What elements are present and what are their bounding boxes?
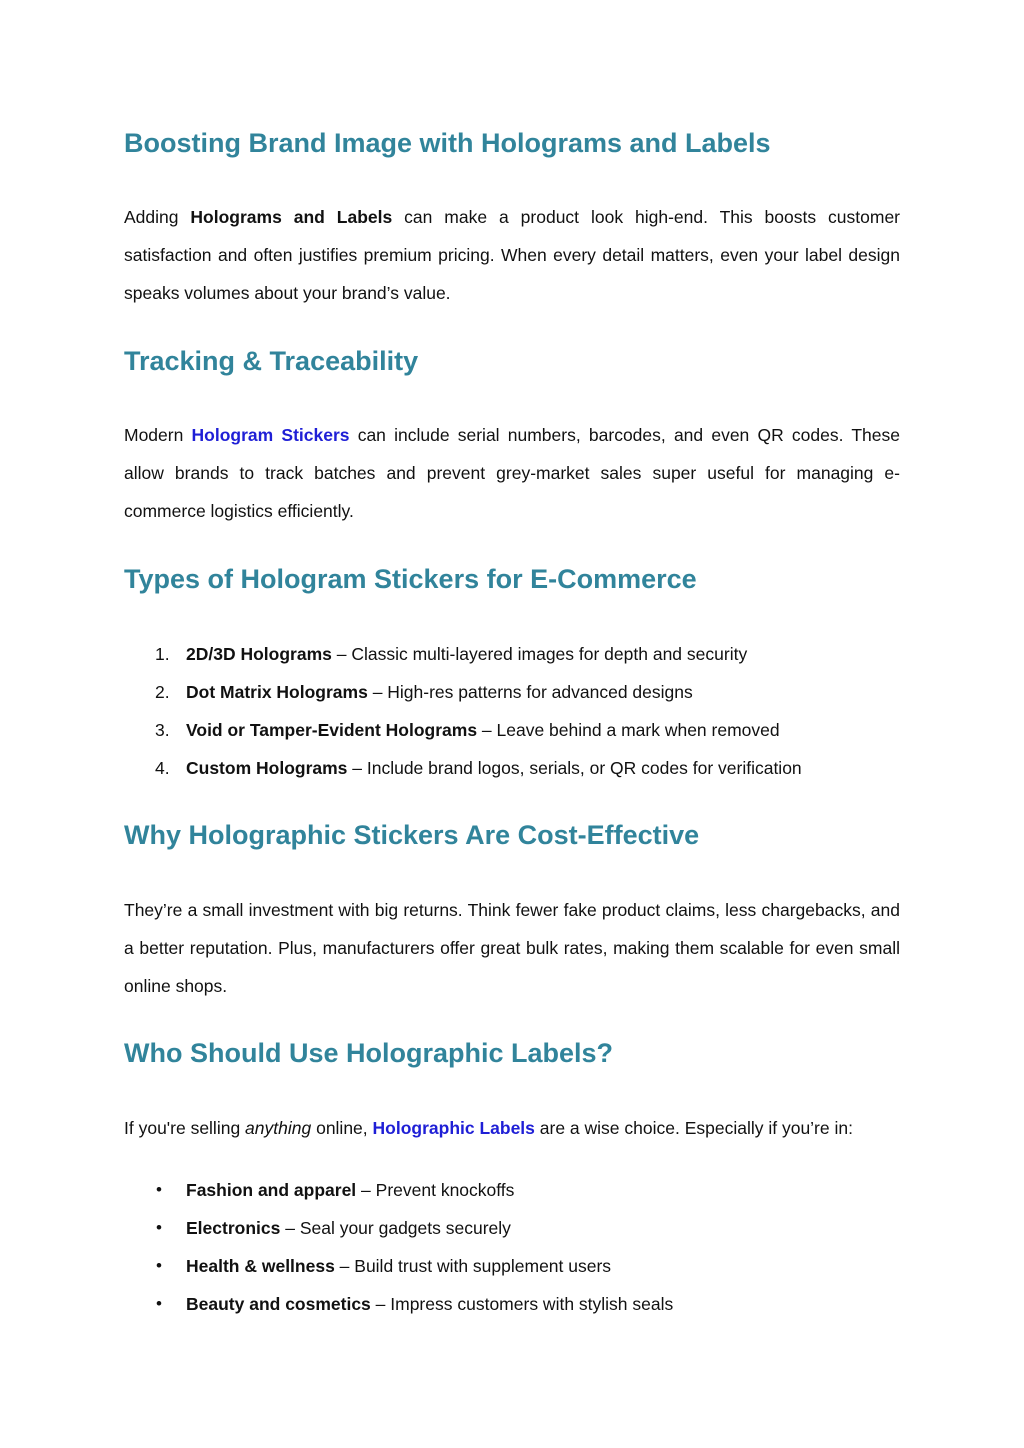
- list-item: [124, 635, 802, 673]
- list-desc: – Classic multi-layered images for depth and security: [331, 644, 748, 664]
- heading-cost-effective: Why Holographic Stickers Are Cost-Effective: [124, 820, 700, 850]
- list-term: 2D/3D Holograms: [186, 644, 332, 664]
- holographic-labels-link[interactable]: Holographic Labels: [372, 1118, 535, 1138]
- list-desc: – Include brand logos, serials, or QR codes for verification: [347, 758, 802, 778]
- heading-types: Types of Hologram Stickers for E-Commerce: [124, 564, 697, 594]
- list-term: Beauty and cosmetics: [186, 1294, 371, 1314]
- bullet-icon: •: [156, 1256, 162, 1275]
- who-text-pre: If you're selling: [124, 1118, 246, 1138]
- list-desc: – Prevent knockoffs: [356, 1180, 515, 1200]
- list-item: [124, 673, 802, 711]
- list-item: [124, 1171, 673, 1209]
- list-number: 3.: [155, 720, 170, 740]
- brand-text-pre: Adding: [124, 207, 191, 227]
- list-item: [124, 1209, 673, 1247]
- hologram-stickers-link[interactable]: Hologram Stickers: [191, 425, 350, 445]
- paragraph-tracking: [124, 416, 900, 530]
- paragraph-cost-effective: They’re a small investment with big returns. Think fewer fake product claims, less chargebacks, and a better reputation. Plus, manufacturers offer great bulk rates, making them scalable for even small online shops.: [124, 900, 900, 996]
- who-text-post: are a wise choice. Especially if you’re in:: [534, 1118, 853, 1138]
- heading-who-should-use: Who Should Use Holographic Labels?: [124, 1038, 614, 1068]
- brand-bold-term: Holograms and Labels: [190, 207, 393, 227]
- list-desc: – Leave behind a mark when removed: [477, 720, 780, 740]
- list-desc: – Build trust with supplement users: [334, 1256, 612, 1276]
- heading-brand-image: Boosting Brand Image with Holograms and Labels: [124, 128, 771, 158]
- who-text-mid: online,: [311, 1118, 373, 1138]
- list-term: Fashion and apparel: [186, 1180, 357, 1200]
- heading-tracking: Tracking & Traceability: [124, 346, 419, 376]
- list-term: Void or Tamper-Evident Holograms: [186, 720, 478, 740]
- bullet-icon: •: [156, 1218, 162, 1237]
- list-number: 4.: [155, 758, 170, 778]
- tracking-text-post: can include serial numbers, barcodes, and even QR codes. These allow brands to track batches and prevent grey-market sales super useful for managing e-commerce logistics efficiently.: [124, 425, 900, 521]
- list-desc: – High-res patterns for advanced designs: [367, 682, 693, 702]
- list-term: Electronics: [186, 1218, 281, 1238]
- who-italic-word: anything: [245, 1118, 312, 1138]
- list-item: [124, 1285, 673, 1323]
- who-list: [124, 1171, 673, 1323]
- bullet-icon: •: [156, 1180, 162, 1199]
- list-item: [124, 749, 802, 787]
- paragraph-brand-image: [124, 198, 900, 312]
- list-item: [124, 1247, 673, 1285]
- brand-text-post: can make a product look high-end. This boosts customer satisfaction and often justifies premium pricing. When every detail matters, even your label design speaks volumes about your brand’s value.: [124, 207, 901, 303]
- bullet-icon: •: [156, 1294, 162, 1313]
- list-item: [124, 711, 802, 749]
- paragraph-who-should-use: [124, 1109, 900, 1147]
- list-number: 2.: [155, 682, 170, 702]
- list-term: Dot Matrix Holograms: [186, 682, 368, 702]
- list-term: Health & wellness: [186, 1256, 335, 1276]
- list-number: 1.: [155, 644, 170, 664]
- list-desc: – Seal your gadgets securely: [280, 1218, 511, 1238]
- list-term: Custom Holograms: [186, 758, 348, 778]
- tracking-text-pre: Modern: [124, 425, 192, 445]
- types-list: [124, 635, 802, 787]
- list-desc: – Impress customers with stylish seals: [370, 1294, 674, 1314]
